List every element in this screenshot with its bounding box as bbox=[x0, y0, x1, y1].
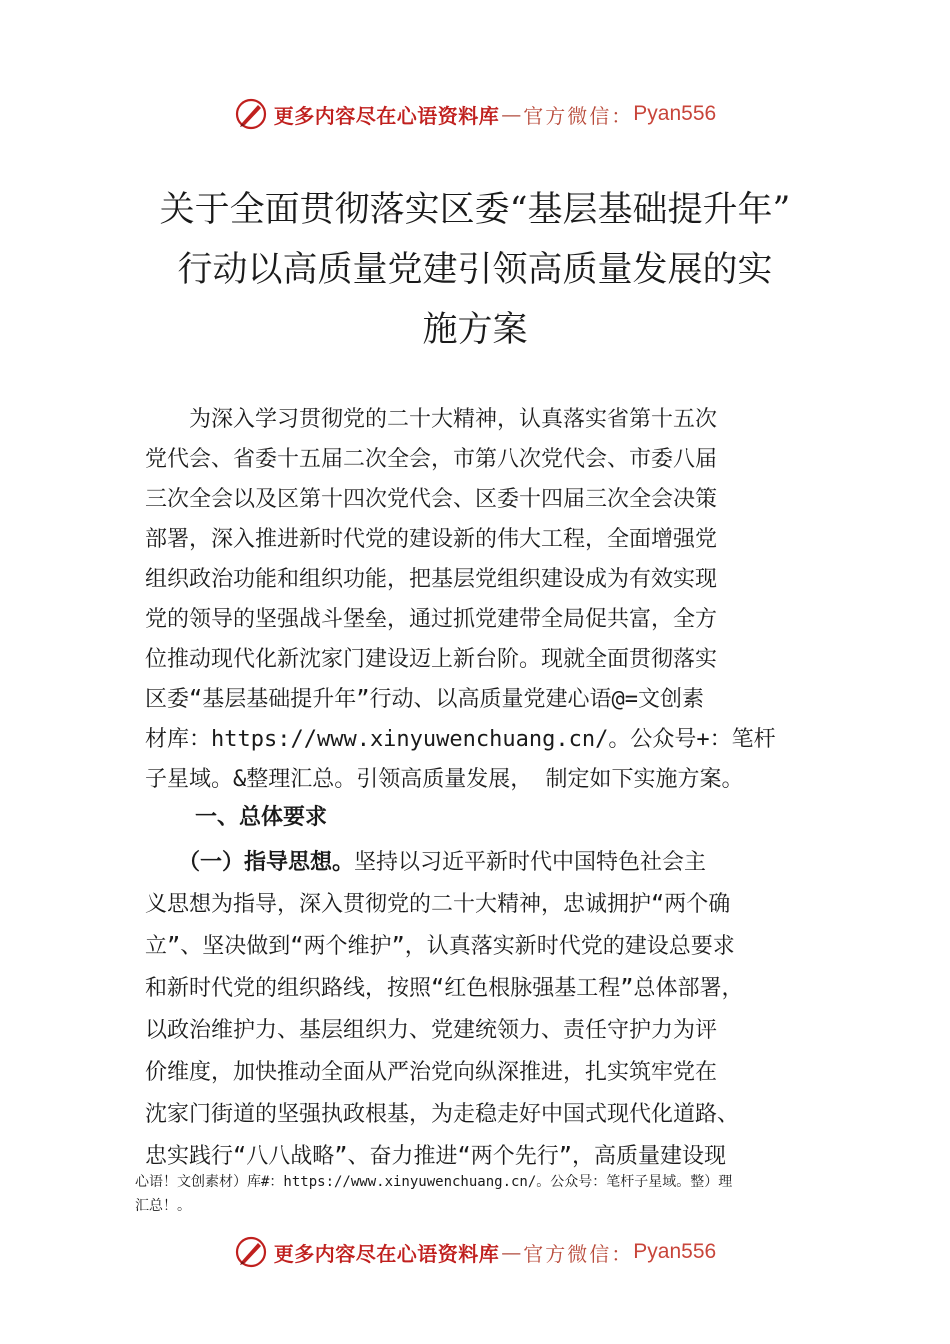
pen-circle-logo-icon bbox=[234, 97, 268, 131]
paragraph-line: 为深入学习贯彻党的二十大精神，认真落实省第十五次 bbox=[145, 407, 718, 432]
guiding-ideology-paragraph bbox=[145, 842, 825, 1178]
paragraph-line: 以政治维护力、基层组织力、党建统领力、责任守护力为评 bbox=[145, 1018, 718, 1043]
paragraph-line: 和新时代党的组织路线，按照“红色根脉强基工程”总体部署， bbox=[145, 976, 744, 1001]
document-title bbox=[130, 180, 820, 360]
banner-wechat-label: 官方微信： bbox=[523, 1241, 634, 1266]
paragraph-line: 三次全会以及区第十四次党代会、区委十四届三次全会决策 bbox=[145, 487, 718, 512]
banner-wechat-id: Pyan556 bbox=[633, 1240, 717, 1263]
pen-circle-logo-icon bbox=[234, 1235, 268, 1269]
section-heading: 一、总体要求 bbox=[195, 805, 328, 830]
title-line: 施方案 bbox=[422, 310, 528, 350]
intro-paragraph bbox=[145, 400, 825, 800]
paragraph-line bbox=[145, 842, 825, 884]
paragraph-line: 价维度，加快推动全面从严治党向纵深推进，扎实筑牢党在 bbox=[145, 1060, 718, 1085]
footnote-line: 心语！文创素材）库#：https://www.xinyuwenchuang.cn/。公众号：笔杆子星域。整）理 bbox=[135, 1174, 733, 1190]
footer-banner bbox=[0, 1232, 950, 1272]
paragraph-text: 坚持以习近平新时代中国特色社会主 bbox=[354, 850, 707, 875]
paragraph-line: 材库：https://www.xinyuwenchuang.cn/。公众号+：笔杆 bbox=[145, 727, 776, 752]
title-line: 关于全面贯彻落实区委“基层基础提升年” bbox=[159, 190, 791, 230]
banner-text: 更多内容尽在心语资料库 bbox=[273, 103, 500, 128]
paragraph-line: 义思想为指导，深入贯彻党的二十大精神，忠诚拥护“两个确 bbox=[145, 892, 731, 917]
paragraph-line: 位推动现代化新沈家门建设迈上新台阶。现就全面贯彻落实 bbox=[145, 647, 718, 672]
paragraph-line: 组织政治功能和组织功能，把基层党组织建设成为有效实现 bbox=[145, 567, 718, 592]
banner-text: 更多内容尽在心语资料库 bbox=[273, 1241, 500, 1266]
paragraph-line: 部署，深入推进新时代党的建设新的伟大工程，全面增强党 bbox=[145, 527, 718, 552]
title-line: 行动以高质量党建引领高质量发展的实 bbox=[177, 250, 773, 290]
footnote bbox=[135, 1170, 835, 1218]
paragraph-line: 忠实践行“八八战略”、奋力推进“两个先行”，高质量建设现 bbox=[145, 1144, 726, 1169]
paragraph-line: 子星域。&整理汇总。引领高质量发展， 制定如下实施方案。 bbox=[145, 767, 744, 792]
header-banner bbox=[0, 94, 950, 134]
paragraph-line: 立”、坚决做到“两个维护”，认真落实新时代党的建设总要求 bbox=[145, 934, 735, 959]
banner-separator: — bbox=[501, 102, 522, 126]
banner-wechat-label: 官方微信： bbox=[523, 103, 634, 128]
paragraph-line: 党的领导的坚强战斗堡垒，通过抓党建带全局促共富，全方 bbox=[145, 607, 718, 632]
paragraph-line: 沈家门街道的坚强执政根基，为走稳走好中国式现代化道路、 bbox=[145, 1102, 740, 1127]
sub-heading: （一）指导思想。 bbox=[189, 850, 355, 875]
banner-separator: — bbox=[501, 1240, 522, 1264]
footnote-line: 汇总！。 bbox=[135, 1198, 191, 1214]
paragraph-line: 区委“基层基础提升年”行动、以高质量党建心语@=文创素 bbox=[145, 687, 704, 712]
banner-wechat-id: Pyan556 bbox=[633, 102, 717, 125]
paragraph-line: 党代会、省委十五届二次全会，市第八次党代会、市委八届 bbox=[145, 447, 718, 472]
